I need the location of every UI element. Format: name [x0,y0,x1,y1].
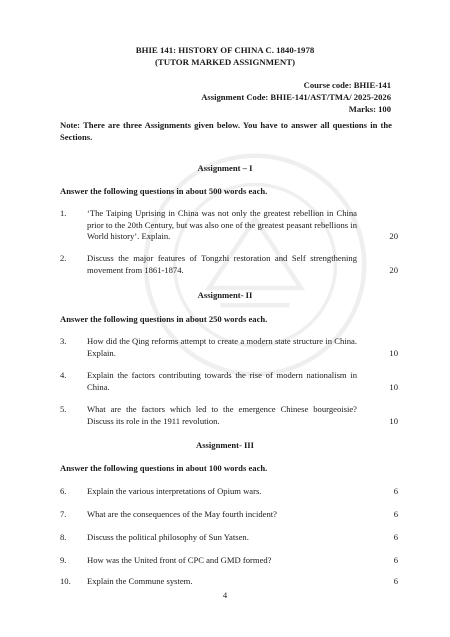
question-text: What are the factors which led to the emergence Chinese bourgeoisie? Discuss its role in the 1911 revolution. [87,404,357,426]
question-marks: 6 [393,509,398,519]
question-number: 10. [60,576,71,586]
document-title [0,44,450,68]
question-4 [60,370,398,393]
question-marks: 20 [389,264,398,275]
question-number: 2. [60,253,67,263]
question-marks: 10 [389,381,398,392]
title-line-2: (TUTOR MARKED ASSIGNMENT) [154,57,296,67]
question-8 [60,532,398,544]
question-text: Discuss the political philosophy of Sun Yatsen. [87,532,249,542]
question-text: What are the consequences of the May fourth incident? [87,509,277,519]
question-7 [60,509,398,521]
question-text: How did the Qing reforms attempt to create a modern state structure in China. Explain. [87,336,357,358]
question-marks: 6 [393,576,398,586]
question-text: Explain the Commune system. [87,576,193,586]
course-code: Course code: BHIE-141 [303,80,391,90]
assignment-1-heading: Assignment – I [197,163,253,173]
question-number: 9. [60,555,67,565]
question-text: Discuss the major features of Tongzhi restoration and Self strengthening movement from 1861-1874. [87,253,357,275]
instructions-note: Note: There are three Assignments given below. You have to answer all questions in the Sections. [60,120,392,142]
assignment-3-heading: Assignment- III [195,440,255,450]
assignment-1-instruction: Answer the following questions in about 500 words each. [60,186,268,196]
question-3 [60,336,398,359]
question-2 [60,253,398,276]
question-number: 1. [60,208,67,218]
question-marks: 10 [389,347,398,358]
question-marks: 20 [389,231,398,241]
question-10 [60,576,398,588]
total-marks: Marks: 100 [348,104,391,114]
assignment-code: Assignment Code: BHIE-141/AST/TMA/ 2025-2026 [201,92,391,102]
question-text: Explain the factors contributing towards the rise of modern nationalism in China. [87,370,357,392]
assignment-2-heading: Assignment- II [197,290,253,300]
question-number: 6. [60,486,67,496]
assignment-3-instruction: Answer the following questions in about 100 words each. [60,463,268,473]
title-line-1: BHIE 141: HISTORY OF CHINA C. 1840-1978 [135,45,315,55]
question-marks: 10 [389,415,398,426]
question-number: 4. [60,370,67,380]
question-6 [60,486,398,498]
question-marks: 6 [393,486,398,496]
question-text: How was the United front of CPC and GMD formed? [87,555,272,565]
question-marks: 6 [393,555,398,565]
question-number: 3. [60,336,67,346]
course-codes-block [201,79,391,115]
question-text: ‘The Taiping Uprising in China was not only the greatest rebellion in China prior to the 20th Century, but was also one of the greatest peasant rebellions in World history’. Explain. [87,208,357,241]
question-number: 8. [60,532,67,542]
page-number: 4 [222,590,228,600]
question-number: 7. [60,509,67,519]
question-5 [60,404,398,427]
question-1 [60,208,398,243]
question-number: 5. [60,404,67,414]
question-9 [60,555,398,567]
question-marks: 6 [393,532,398,542]
assignment-2-instruction: Answer the following questions in about 250 words each. [60,314,268,324]
question-text: Explain the various interpretations of Opium wars. [87,486,262,496]
